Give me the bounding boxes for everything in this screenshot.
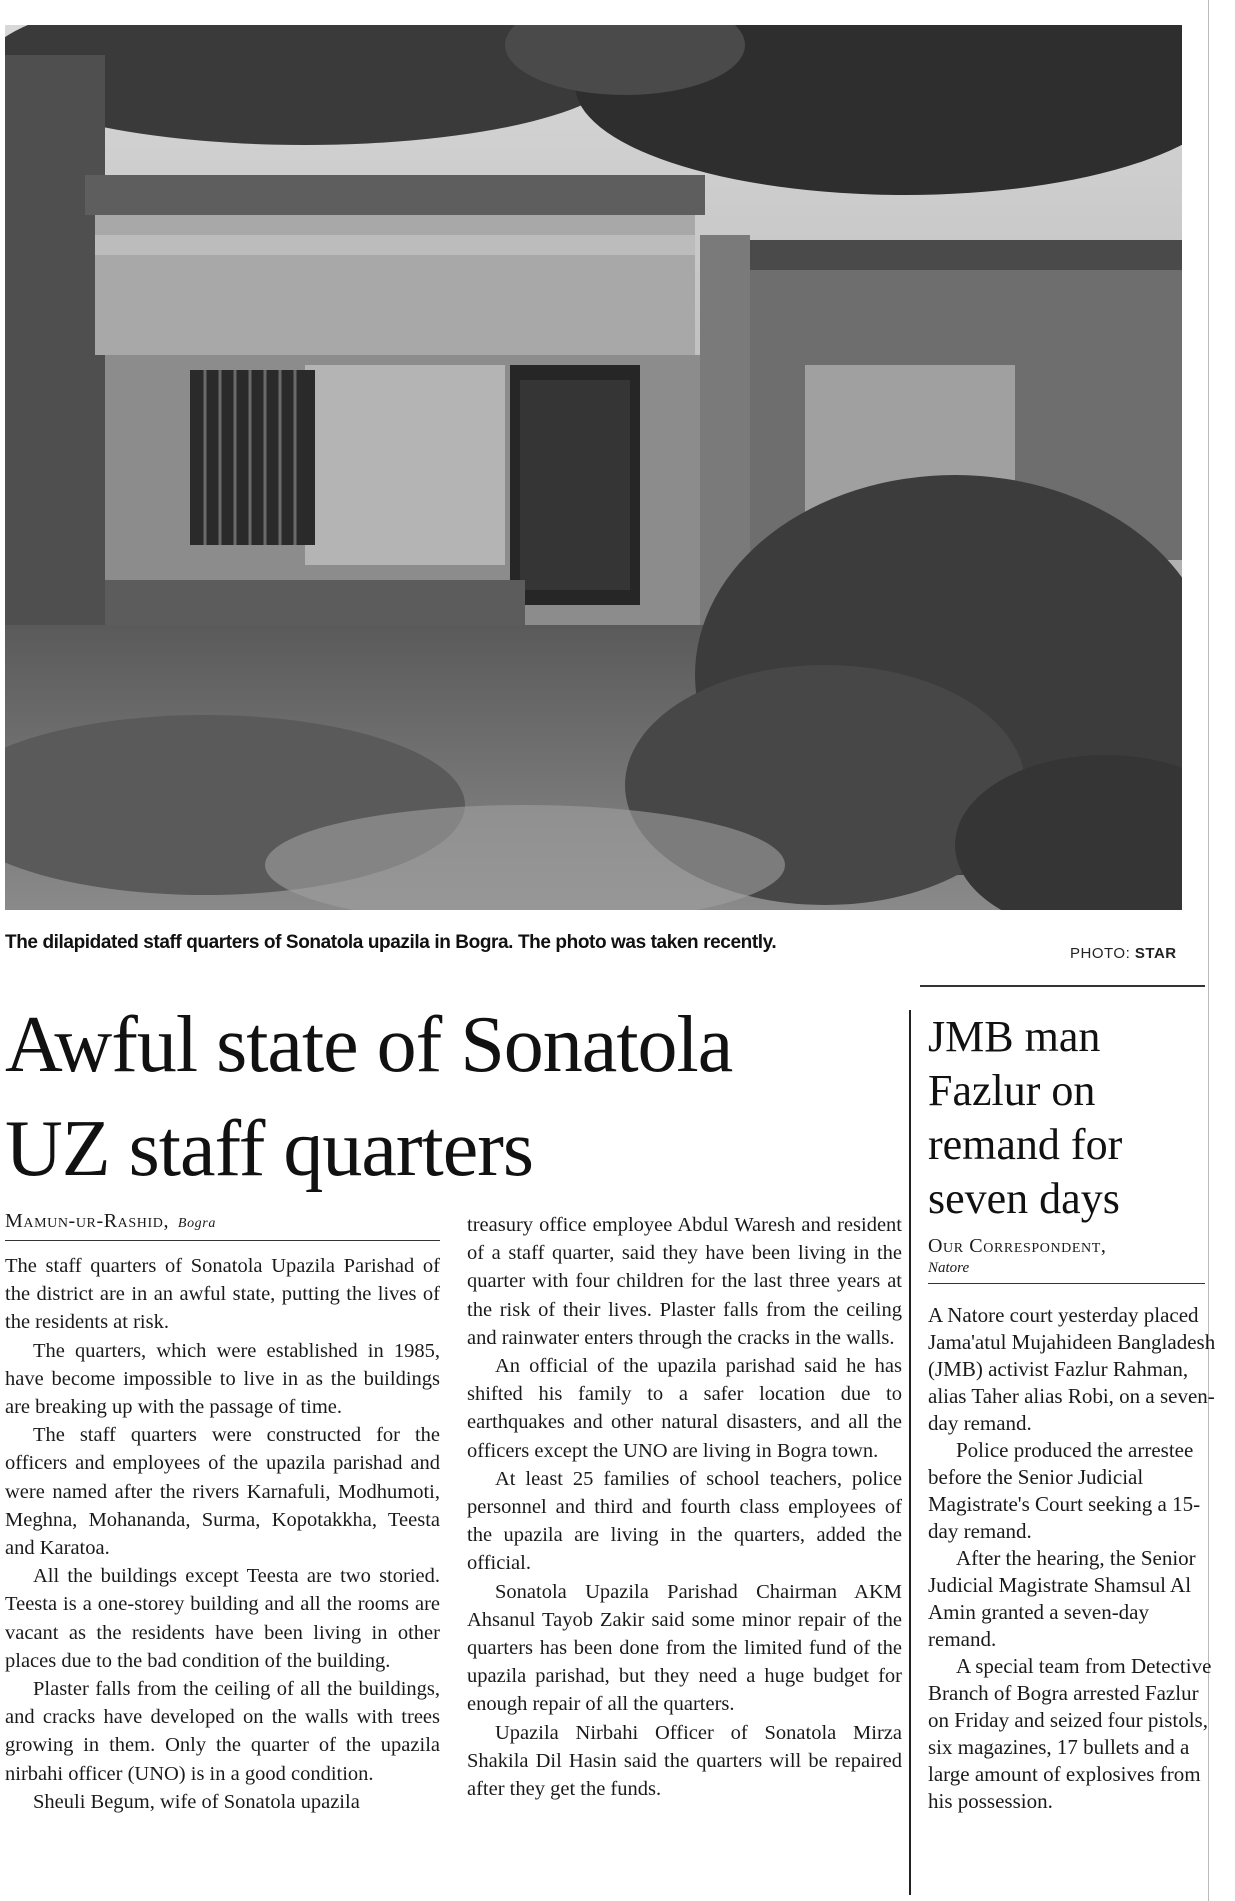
paragraph: A Natore court yesterday placed Jama'atul Mujahideen Bangladesh (JMB) activist Fazlur Rahman, alias Taher alias Robi, on a seven-day remand. xyxy=(928,1303,1216,1435)
main-byline xyxy=(5,1210,216,1233)
article-column-2 xyxy=(467,1211,902,1803)
byline-place: Bogra xyxy=(177,1216,216,1231)
news-photo xyxy=(5,25,1182,910)
paragraph: At least 25 families of school teachers, police personnel and third and fourth class employees of the upazila are living in the quarters, added the official. xyxy=(467,1467,902,1575)
column-divider xyxy=(909,1010,911,1895)
side-top-rule xyxy=(920,985,1205,987)
headline-line-1: Awful state of Sonatola xyxy=(5,1001,733,1089)
side-article-column xyxy=(928,1302,1218,1815)
article-column-1 xyxy=(5,1252,440,1816)
paragraph: An official of the upazila parishad said he has shifted his family to a safer location due to earthquakes and other natural disasters, and all the officers except the UNO are living in Bogra town. xyxy=(467,1355,902,1462)
side-byline-place: Natore xyxy=(928,1260,970,1276)
paragraph: The quarters, which were established in 1985, have become impossible to live in as the buildings are breaking up with the passage of time. xyxy=(5,1339,440,1419)
paragraph: Sheuli Begum, wife of Sonatola upazila xyxy=(33,1790,360,1813)
headline-line-2: UZ staff quarters xyxy=(5,1105,533,1193)
side-byline-rule xyxy=(928,1283,1205,1284)
paragraph: Plaster falls from the ceiling of all the buildings, and cracks have developed on the walls with trees growing in them. Only the quarter of the upazila nirbahi officer (UNO) is in a good condition. xyxy=(5,1678,440,1785)
paragraph: After the hearing, the Senior Judicial Magistrate Shamsul Al Amin granted a seven-day remand. xyxy=(928,1546,1196,1651)
main-headline xyxy=(5,993,905,1201)
building-photo-illustration xyxy=(5,25,1182,910)
photo-credit-label: PHOTO: xyxy=(1070,945,1131,962)
photo-credit-source: STAR xyxy=(1134,945,1177,962)
paragraph: Police produced the arrestee before the Senior Judicial Magistrate's Court seeking a 15-day remand. xyxy=(928,1438,1201,1543)
side-headline: JMB man Fazlur on remand for seven days xyxy=(928,1012,1123,1223)
paragraph: The staff quarters were constructed for the officers and employees of the upazila parishad and were named after the rivers Karnafuli, Modhumoti, Meghna, Mohananda, Surma, Kopotakkha, Teesta and Karatoa. xyxy=(5,1424,440,1560)
paragraph: treasury office employee Abdul Waresh and resident of a staff quarter, said they have been living in the quarter with four children for the last three years at the risk of their lives. Plaster falls from the ceiling and rainwater enters through the cracks in the walls. xyxy=(467,1214,902,1349)
byline-rule xyxy=(5,1240,440,1241)
paragraph: Sonatola Upazila Parishad Chairman AKM Ahsanul Tayob Zakir said some minor repair of the quarters has been done from the limited fund of the upazila parishad, but they need a huge budget for enough repair of all the quarters. xyxy=(467,1580,902,1716)
photo-caption: The dilapidated staff quarters of Sonatola upazila in Bogra. The photo was taken recently. xyxy=(5,932,777,953)
side-byline-name: Our Correspondent, xyxy=(928,1235,1107,1257)
byline-name: Mamun-ur-Rashid, xyxy=(5,1210,170,1232)
paragraph: The staff quarters of Sonatola Upazila Parishad of the district are in an awful state, putting the lives of the residents at risk. xyxy=(5,1255,440,1334)
paragraph: All the buildings except Teesta are two storied. Teesta is a one-storey building and all the rooms are vacant as the residents have been living in other places due to the bad condition of the building. xyxy=(5,1565,440,1672)
paragraph: A special team from Detective Branch of Bogra arrested Fazlur on Friday and seized four pistols, six magazines, 17 bullets and a large amount of explosives from his possession. xyxy=(928,1654,1212,1813)
photo-credit xyxy=(1070,945,1177,962)
side-byline xyxy=(928,1235,1107,1277)
paragraph: Upazila Nirbahi Officer of Sonatola Mirza Shakila Dil Hasin said the quarters will be repaired after they get the funds. xyxy=(467,1721,902,1801)
